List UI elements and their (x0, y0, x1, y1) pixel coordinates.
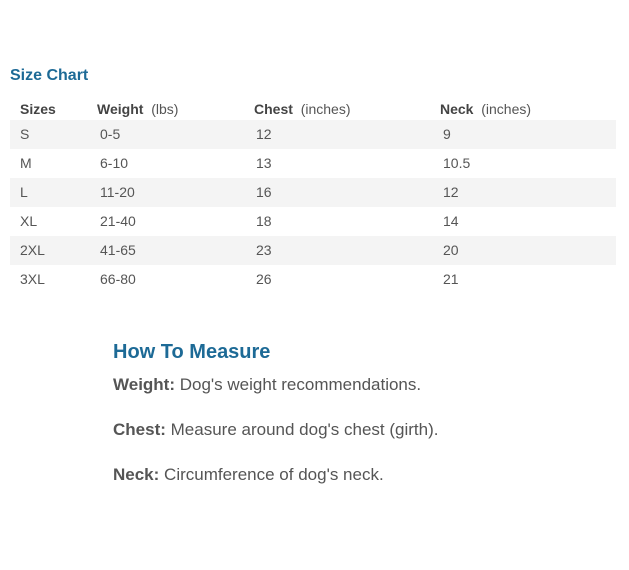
cell-size: S (20, 126, 30, 142)
cell-size: M (20, 155, 32, 171)
cell-weight: 0-5 (100, 126, 121, 142)
table-row (10, 149, 616, 178)
table-header (10, 94, 616, 120)
cell-neck: 20 (443, 242, 459, 258)
cell-weight: 21-40 (100, 213, 136, 229)
cell-chest: 23 (256, 242, 272, 258)
header-unit: (lbs) (151, 101, 179, 117)
how-to-measure-title: How To Measure (113, 341, 271, 363)
cell-size: XL (20, 213, 38, 229)
cell-chest: 13 (256, 155, 272, 171)
cell-weight: 41-65 (100, 242, 136, 258)
cell-chest: 26 (256, 271, 272, 287)
measure-item-chest (113, 419, 593, 441)
cell-neck: 21 (443, 271, 459, 287)
table-row (10, 207, 616, 236)
cell-weight: 6-10 (100, 155, 129, 171)
cell-weight: 11-20 (100, 184, 135, 200)
table-row (10, 236, 616, 265)
measure-label: Neck: (113, 465, 160, 484)
header-label: Neck (440, 101, 474, 117)
cell-neck: 9 (443, 126, 451, 142)
how-to-measure-section (113, 340, 593, 509)
header-label: Chest (254, 101, 293, 117)
table-row (10, 265, 616, 294)
measure-item-weight (113, 374, 593, 396)
cell-chest: 16 (256, 184, 272, 200)
cell-neck: 10.5 (443, 155, 471, 171)
cell-size: 2XL (20, 242, 45, 258)
cell-size: 3XL (20, 271, 45, 287)
cell-chest: 12 (256, 126, 272, 142)
cell-weight: 66-80 (100, 271, 136, 287)
table-row (10, 178, 616, 207)
measure-text: Measure around dog's chest (girth). (170, 420, 439, 439)
cell-size: L (20, 184, 28, 200)
cell-neck: 14 (443, 213, 459, 229)
measure-label: Chest: (113, 420, 166, 439)
measure-text: Dog's weight recommendations. (179, 375, 422, 394)
table-row (10, 120, 616, 149)
header-unit: (inches) (481, 101, 532, 117)
header-label: Sizes (20, 101, 56, 117)
cell-neck: 12 (443, 184, 459, 200)
measure-label: Weight: (113, 375, 176, 394)
size-chart-table (10, 94, 616, 294)
measure-text: Circumference of dog's neck. (164, 465, 384, 484)
cell-chest: 18 (256, 213, 272, 229)
header-label: Weight (97, 101, 144, 117)
header-unit: (inches) (300, 101, 351, 117)
size-chart-title: Size Chart (10, 67, 89, 84)
measure-item-neck (113, 464, 593, 486)
